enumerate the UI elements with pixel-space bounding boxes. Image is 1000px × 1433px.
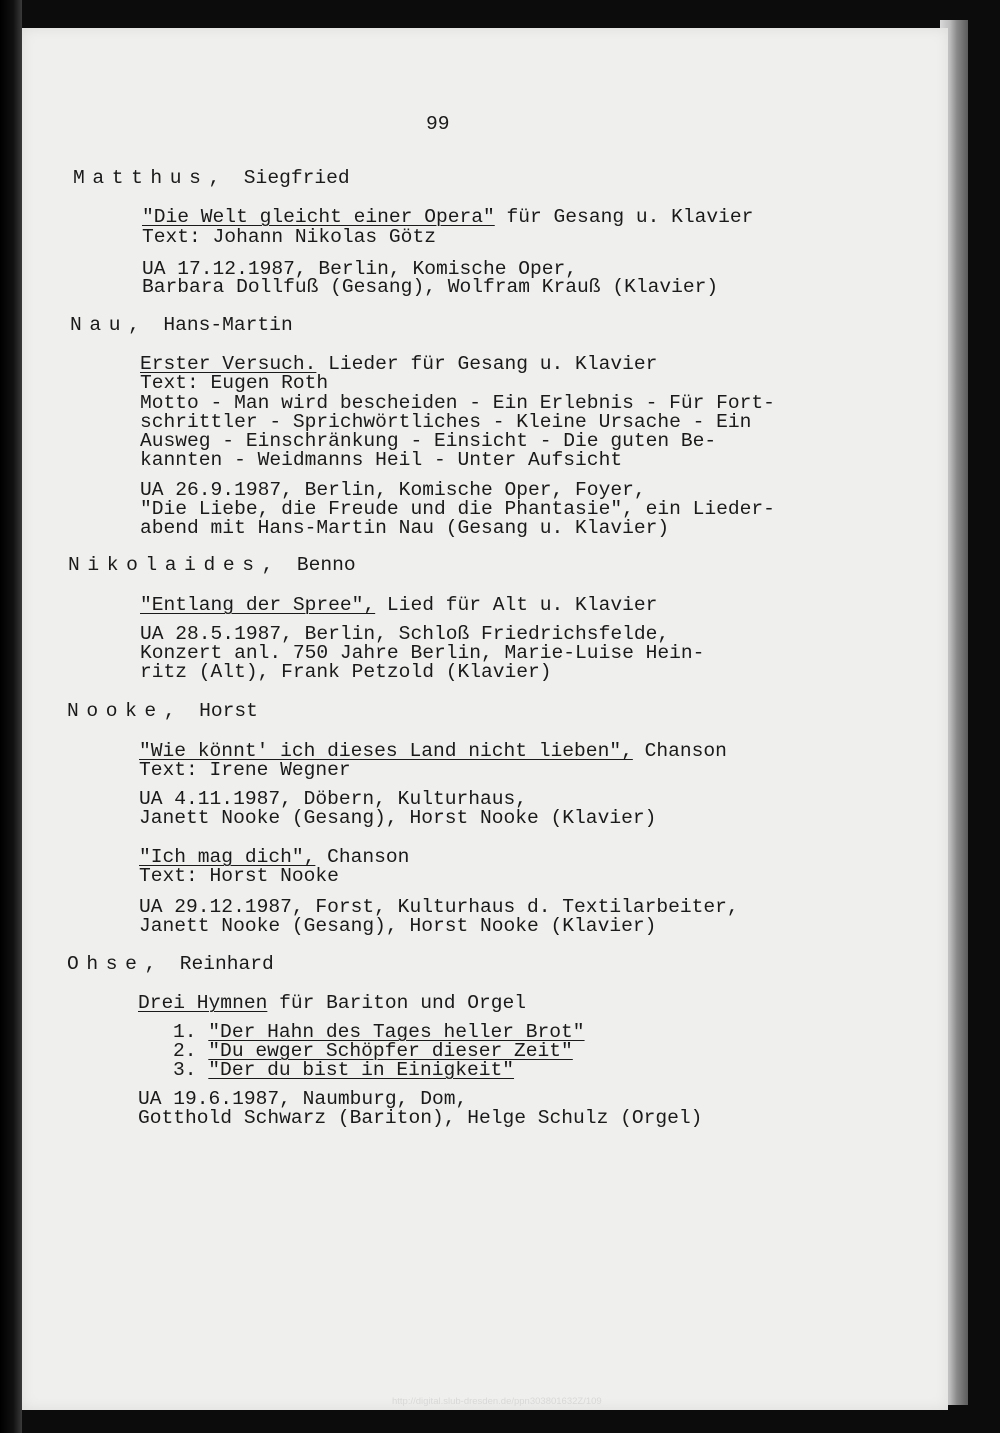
work-title-line [139, 847, 409, 867]
work-title-line [140, 354, 657, 374]
work-text-author: Text: Horst Nooke [139, 865, 339, 887]
work-title: "Die Welt gleicht einer Opera" [142, 206, 495, 228]
performance-line: "Die Liebe, die Freude und die Phantasie", ein Lieder- [140, 498, 775, 520]
composer-surname: Nau [70, 314, 129, 336]
performance-line: UA 29.12.1987, Forst, Kulturhaus d. Textilarbeiter, [139, 896, 739, 918]
composer-surname: Nikolaides [68, 554, 262, 576]
composer-given-name: Horst [199, 700, 258, 722]
work-contents-line: Ausweg - Einschränkung - Einsicht - Die guten Be- [140, 430, 717, 452]
work-contents-line: schrittler - Sprichwörtliches - Kleine Ursache - Ein [140, 411, 752, 433]
work-title: "Wie könnt' ich dieses Land nicht lieben", [139, 740, 633, 762]
performance-line: ritz (Alt), Frank Petzold (Klavier) [140, 661, 552, 683]
work-scoring: Lied für Alt u. Klavier [375, 594, 658, 616]
hymn-title: "Der du bist in Einigkeit" [208, 1059, 515, 1081]
performance-line: UA 26.9.1987, Berlin, Komische Oper, Foyer, [140, 479, 646, 501]
work-title: "Ich mag dich", [139, 846, 316, 868]
hymn-number: 3. [173, 1059, 197, 1081]
performance-line: Janett Nooke (Gesang), Horst Nooke (Klavier) [139, 807, 657, 829]
composer-surname: Ohse [67, 953, 145, 975]
work-scoring: für Gesang u. Klavier [494, 206, 754, 228]
work-contents-line: Motto - Man wird bescheiden - Ein Erlebnis - Für Fort- [140, 392, 775, 414]
work-scoring: Lieder für Gesang u. Klavier [316, 353, 658, 375]
composer-given-name: Reinhard [179, 953, 274, 975]
work-title: Erster Versuch. [140, 353, 317, 375]
work-scoring: Chanson [315, 846, 410, 868]
hymn-number: 1. [173, 1021, 197, 1043]
hymn-item [173, 1041, 573, 1061]
composer-heading: Ohse, Reinhard [67, 953, 274, 975]
performance-line: UA 4.11.1987, Döbern, Kulturhaus, [139, 788, 528, 810]
work-title-line [142, 207, 753, 227]
performance-line: Janett Nooke (Gesang), Horst Nooke (Klavier) [139, 915, 657, 937]
hymn-item [173, 1060, 514, 1080]
work-text-author: Text: Irene Wegner [139, 759, 351, 781]
work-contents-line: kannten - Weidmanns Heil - Unter Aufsicht [140, 449, 623, 471]
work-title: "Entlang der Spree", [140, 594, 376, 616]
hymn-title: "Du ewger Schöpfer dieser Zeit" [208, 1040, 573, 1062]
hymn-title: "Der Hahn des Tages heller Brot" [208, 1021, 585, 1043]
source-url: http://digital.slub-dresden.de/ppn303801632Z/109 [392, 1396, 602, 1407]
composer-surname: Matthus [73, 167, 209, 189]
composer-given-name: Hans-Martin [163, 314, 293, 336]
performance-line: abend mit Hans-Martin Nau (Gesang u. Klavier) [140, 517, 670, 539]
performance-line: UA 28.5.1987, Berlin, Schloß Friedrichsfelde, [140, 623, 670, 645]
work-scoring: Chanson [632, 740, 727, 762]
hymn-item [173, 1022, 585, 1042]
performance-line: Konzert anl. 750 Jahre Berlin, Marie-Luise Hein- [140, 642, 705, 664]
composer-heading: Nooke, Horst [67, 700, 258, 722]
work-title-line [140, 595, 657, 615]
composer-heading: Nau, Hans-Martin [70, 314, 293, 336]
work-text-author: Text: Eugen Roth [140, 372, 329, 394]
work-text-author: Text: Johann Nikolas Götz [142, 226, 436, 248]
document-page [22, 28, 948, 1410]
composer-heading: Nikolaides, Benno [68, 554, 356, 576]
page-number: 99 [426, 113, 450, 135]
performance-line: Barbara Dollfuß (Gesang), Wolfram Krauß (Klavier) [142, 276, 719, 298]
work-scoring: für Bariton und Orgel [267, 992, 527, 1014]
work-title-line [139, 741, 727, 761]
hymn-number: 2. [173, 1040, 197, 1062]
work-title-line [138, 993, 526, 1013]
composer-given-name: Siegfried [243, 167, 350, 189]
composer-given-name: Benno [296, 554, 356, 576]
composer-surname: Nooke [67, 700, 164, 722]
performance-line: Gotthold Schwarz (Bariton), Helge Schulz (Orgel) [138, 1107, 703, 1129]
scan-left-margin [0, 0, 22, 1433]
performance-line: UA 19.6.1987, Naumburg, Dom, [138, 1088, 468, 1110]
composer-heading: Matthus, Siegfried [73, 167, 350, 189]
work-title: Drei Hymnen [138, 992, 268, 1014]
performance-line: UA 17.12.1987, Berlin, Komische Oper, [142, 258, 578, 280]
